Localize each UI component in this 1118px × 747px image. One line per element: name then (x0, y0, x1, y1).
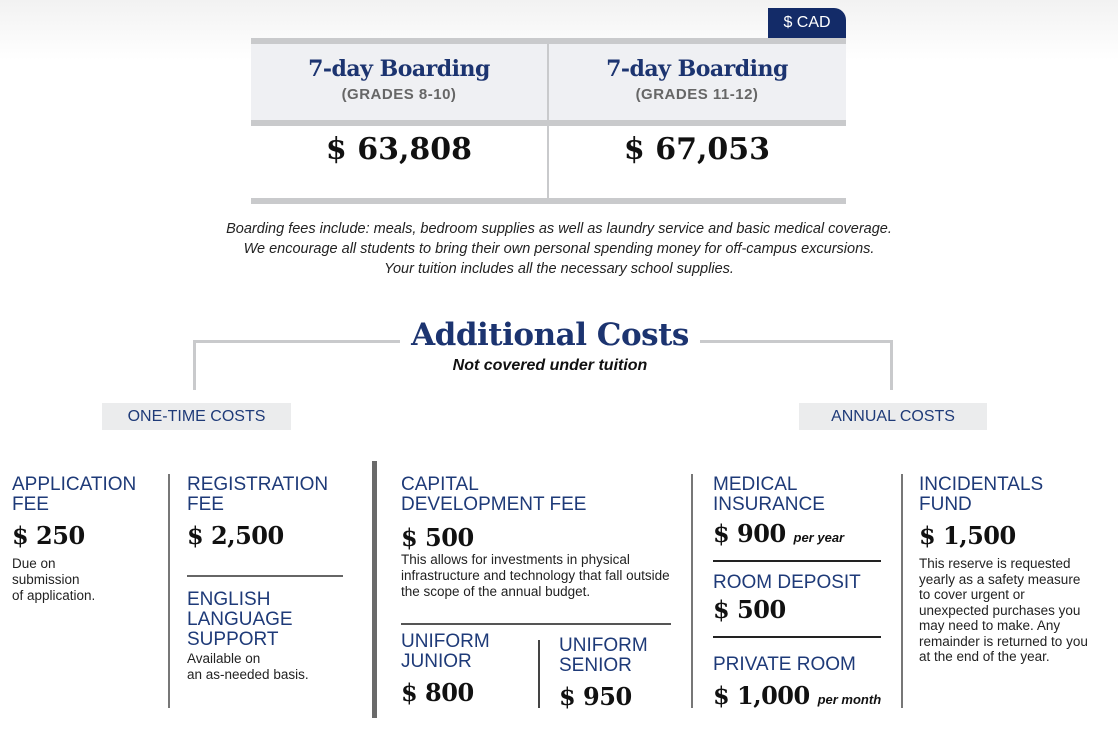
uniform-senior (559, 636, 684, 711)
item-description (12, 556, 162, 604)
description-line: Available on (187, 651, 261, 666)
item-price (713, 519, 893, 548)
bracket-right (693, 340, 893, 390)
item-price (713, 681, 903, 710)
item-title: REGISTRATION FEE (187, 474, 329, 515)
item-title: UNIFORM JUNIOR (401, 631, 490, 672)
price-unit: per month (817, 692, 882, 707)
divider (713, 560, 881, 562)
item-price: $ 250 (12, 521, 85, 550)
item-price: $ 1,500 (919, 521, 1016, 550)
item-price: $ 500 (401, 523, 474, 552)
price-value: $ 1,000 (713, 681, 810, 710)
price-value: $ 900 (713, 519, 786, 548)
item-title: ENGLISH LANGUAGE SUPPORT (187, 589, 293, 650)
divider (168, 474, 170, 708)
annual-costs-badge: ANNUAL COSTS (799, 403, 987, 430)
item-price: $ 2,500 (187, 521, 284, 550)
capital-development-fee (401, 475, 681, 600)
item-price: $ 500 (713, 595, 786, 624)
additional-costs-title: Additional Costs (400, 317, 700, 353)
tuition-column-header (251, 44, 547, 120)
tuition-table (251, 38, 846, 206)
tuition-price: $ 63,808 (325, 132, 473, 167)
tuition-column-header (549, 44, 845, 120)
uniform-junior (401, 632, 526, 707)
description-line: submission (12, 572, 80, 587)
item-title: PRIVATE ROOM (713, 654, 856, 675)
description-line: Due on (12, 556, 56, 571)
note-line: Boarding fees include: meals, bedroom supplies as well as laundry service and basic medical coverage. (226, 221, 892, 237)
description-line: an as-needed basis. (187, 667, 309, 682)
english-language-support (187, 590, 352, 683)
description-line: of application. (12, 588, 96, 603)
currency-badge: $ CAD (768, 8, 846, 38)
room-deposit (713, 573, 893, 624)
tuition-price: $ 67,053 (623, 132, 771, 167)
application-fee (12, 475, 162, 604)
item-description: This reserve is requested yearly as a safety measure to cover urgent or unexpected purchases you may need to make. Any remainder is returned to you at the end of the year. (919, 556, 1088, 664)
item-title: ROOM DEPOSIT (713, 572, 861, 593)
column-title: 7-day Boarding (308, 56, 490, 82)
divider (901, 474, 903, 708)
divider (401, 623, 671, 625)
additional-costs-subtitle: Not covered under tuition (452, 357, 648, 374)
divider (713, 636, 881, 638)
item-price: $ 800 (401, 678, 474, 707)
item-description (187, 651, 352, 683)
item-title: APPLICATION FEE (12, 474, 137, 515)
medical-insurance (713, 475, 893, 548)
item-description: This allows for investments in physical infrastructure and technology that fall outside the scope of the annual budget. (401, 552, 670, 599)
tuition-notes (100, 219, 1018, 279)
item-title: INCIDENTALS FUND (919, 474, 1044, 515)
column-subtitle: (GRADES 8-10) (341, 86, 457, 103)
private-room (713, 655, 903, 710)
divider (187, 575, 343, 577)
column-subtitle: (GRADES 11-12) (635, 86, 759, 103)
price-unit: per year (793, 530, 845, 545)
item-price: $ 950 (559, 682, 632, 711)
item-title: MEDICAL INSURANCE (713, 474, 825, 515)
item-title: UNIFORM SENIOR (559, 635, 648, 676)
one-time-costs-badge: ONE-TIME COSTS (102, 403, 291, 430)
note-line: Your tuition includes all the necessary school supplies. (384, 261, 734, 277)
bracket-left (193, 340, 408, 390)
section-divider (372, 461, 377, 718)
table-bottom-border (251, 198, 846, 204)
column-title: 7-day Boarding (606, 56, 788, 82)
note-line: We encourage all students to bring their own personal spending money for off-campus excursions. (243, 241, 875, 257)
registration-fee (187, 475, 352, 550)
item-title: CAPITAL DEVELOPMENT FEE (401, 474, 587, 515)
incidentals-fund (919, 475, 1099, 665)
divider (538, 640, 540, 708)
divider (691, 474, 693, 708)
